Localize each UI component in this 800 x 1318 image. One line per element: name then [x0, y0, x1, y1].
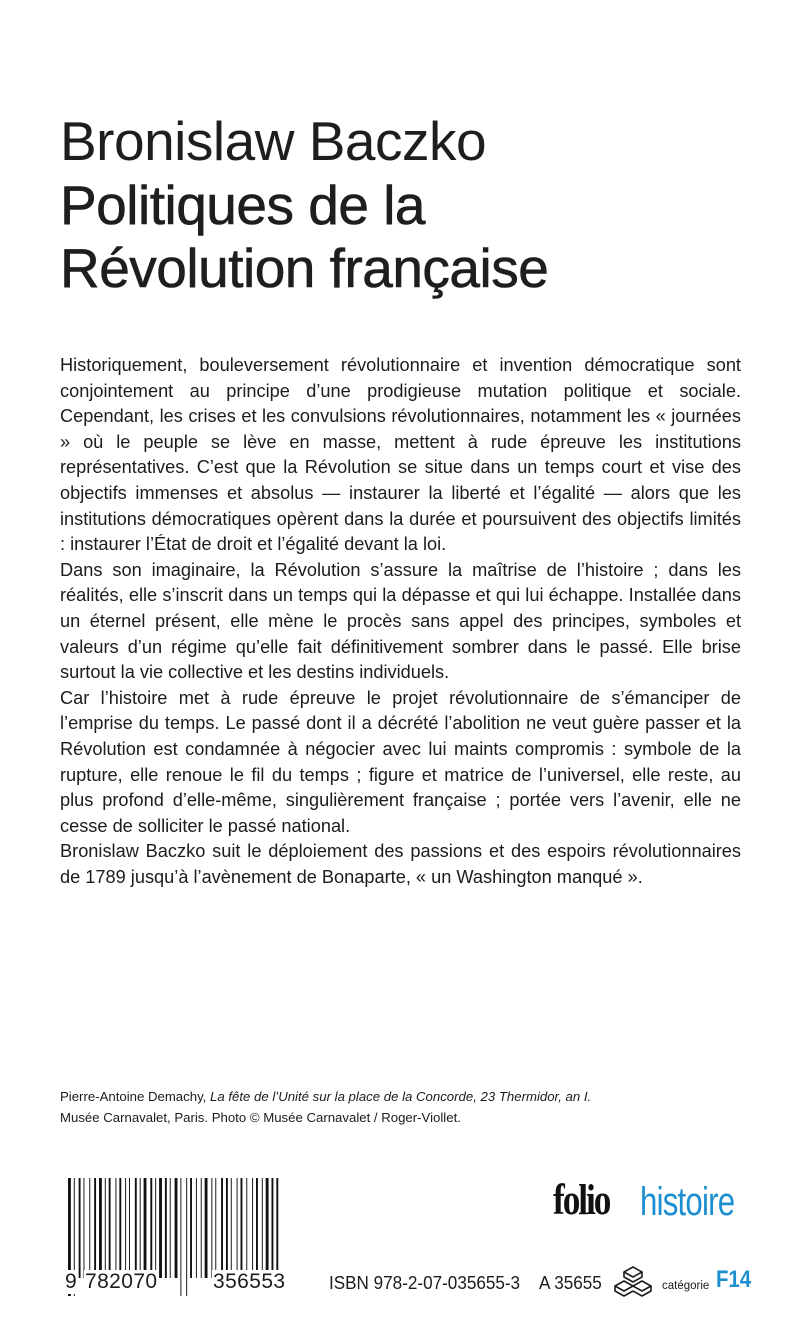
barcode-bar — [211, 1178, 212, 1278]
barcode-group-1: 782070 — [85, 1270, 158, 1293]
barcode-bar — [180, 1178, 181, 1296]
book-title — [60, 174, 760, 300]
barcode-bar — [140, 1178, 141, 1278]
barcode-bar — [246, 1178, 247, 1278]
barcode-bar — [155, 1178, 156, 1278]
collection-brand: folio — [553, 1177, 610, 1224]
author-name: Bronislaw Baczko — [60, 110, 487, 172]
artist-name: Pierre-Antoine Demachy, — [60, 1089, 211, 1104]
barcode-bar — [252, 1178, 253, 1278]
barcode-bar — [256, 1178, 258, 1278]
barcode-bar — [159, 1178, 162, 1278]
barcode-bar — [221, 1178, 223, 1278]
back-cover-blurb — [60, 353, 741, 890]
barcode-group-2: 356553 — [213, 1270, 286, 1293]
barcode-bar — [237, 1178, 238, 1278]
reference-code: A 35655 — [539, 1273, 602, 1293]
barcode-bar — [84, 1178, 85, 1278]
barcode-bar — [231, 1178, 232, 1278]
barcode-bar — [175, 1178, 178, 1278]
blurb-paragraph: Car l’histoire met à rude épreuve le projet révolutionnaire de s’émanciper de l’emprise du temps. Le passé dont il a décrété l’abolition ne veut guère passer et la Révolution est condamnée à négocier avec lui maints compromis : symbole de la rupture, elle renoue le fil du temps ; figure et matrice de l’universel, elle reste, au plus profond d’elle-même, singulièrement française ; portée vers l’avenir, elle ne cesse de solliciter le passé national. — [60, 687, 741, 836]
barcode-bar — [196, 1178, 197, 1278]
barcode-bar — [119, 1178, 121, 1278]
title-line-1: Politiques de la — [60, 174, 426, 236]
artwork-title: La fête de l’Unité sur la place de la Concorde, 23 Thermidor, an I. — [210, 1089, 592, 1104]
barcode-bar — [215, 1178, 216, 1278]
barcode-bar — [94, 1178, 96, 1278]
title-line-2: Révolution française — [60, 237, 549, 299]
barcode-bar — [190, 1178, 192, 1278]
blurb-paragraph: Dans son imaginaire, la Révolution s’assure la maîtrise de l’histoire ; dans les réalités, elle s’inscrit dans un temps qui la dépasse et qui lui échappe. Installée dans un éternel présent, elle mène le procès sans appel des principes, symboles et valeurs d’un régime qu’elle fait définitivement sombrer dans le passé. Elle brise surtout la vie collective et les destins individuels. — [60, 559, 741, 683]
credits-line-2: Musée Carnavalet, Paris. Photo © Musée Carnavalet / Roger-Viollet. — [60, 1109, 461, 1125]
barcode-bar — [135, 1178, 137, 1278]
category-code: F14 — [716, 1266, 752, 1293]
barcode-bar — [201, 1178, 202, 1278]
blurb-paragraph: Historiquement, bouleversement révolutionnaire et invention démocratique sont conjointement au principe d’une prodigieuse mutation politique et sociale. Cependant, les crises et les convulsions révolutionnaires, notamment les « journées » où le peuple se lève en masse, mettent à rude épreuve les institutions représentatives. C’est que la Révolution se situe dans un temps court et vise des objectifs immenses et absolus — instaurer la liberté et l’égalité — alors que les institutions démocratiques opèrent dans la durée et poursuivent des objectifs limités : instaurer l’État de droit et l’égalité devant la loi. — [60, 355, 741, 555]
barcode-bar — [272, 1178, 274, 1278]
credits-line-1 — [60, 1087, 760, 1108]
barcode-bar — [226, 1178, 228, 1278]
barcode-bar — [241, 1178, 243, 1278]
category-label: catégorie — [662, 1280, 710, 1292]
barcode-bar — [205, 1178, 208, 1278]
image-credits — [60, 1087, 760, 1128]
barcode-bar — [125, 1178, 126, 1278]
barcode-bar — [165, 1178, 167, 1278]
barcode-bar — [266, 1178, 269, 1278]
barcode-bar — [99, 1178, 102, 1278]
barcode-bar — [150, 1178, 152, 1278]
barcode-bar — [79, 1178, 81, 1278]
barcode-bar — [89, 1178, 90, 1278]
barcode-bar — [105, 1178, 106, 1278]
barcode-bar — [109, 1178, 111, 1278]
collection-series: histoire — [640, 1180, 735, 1224]
blurb-paragraph: Bronislaw Baczko suit le déploiement des passions et des espoirs révolutionnaires de 1789 jusqu’à l’avènement de Bonaparte, « un Washington manqué ». — [60, 841, 741, 887]
isbn-number: ISBN 978-2-07-035655-3 — [329, 1273, 521, 1293]
barcode-bar — [129, 1178, 130, 1278]
barcode-bar — [115, 1178, 116, 1278]
barcode-lead-digit: 9 — [65, 1270, 78, 1293]
barcode-bar — [186, 1178, 187, 1296]
books-logo-icon — [612, 1264, 654, 1298]
barcode-bar — [262, 1178, 263, 1278]
barcode-bar — [144, 1178, 147, 1278]
barcode-bar — [276, 1178, 278, 1278]
barcode-bar — [170, 1178, 171, 1278]
